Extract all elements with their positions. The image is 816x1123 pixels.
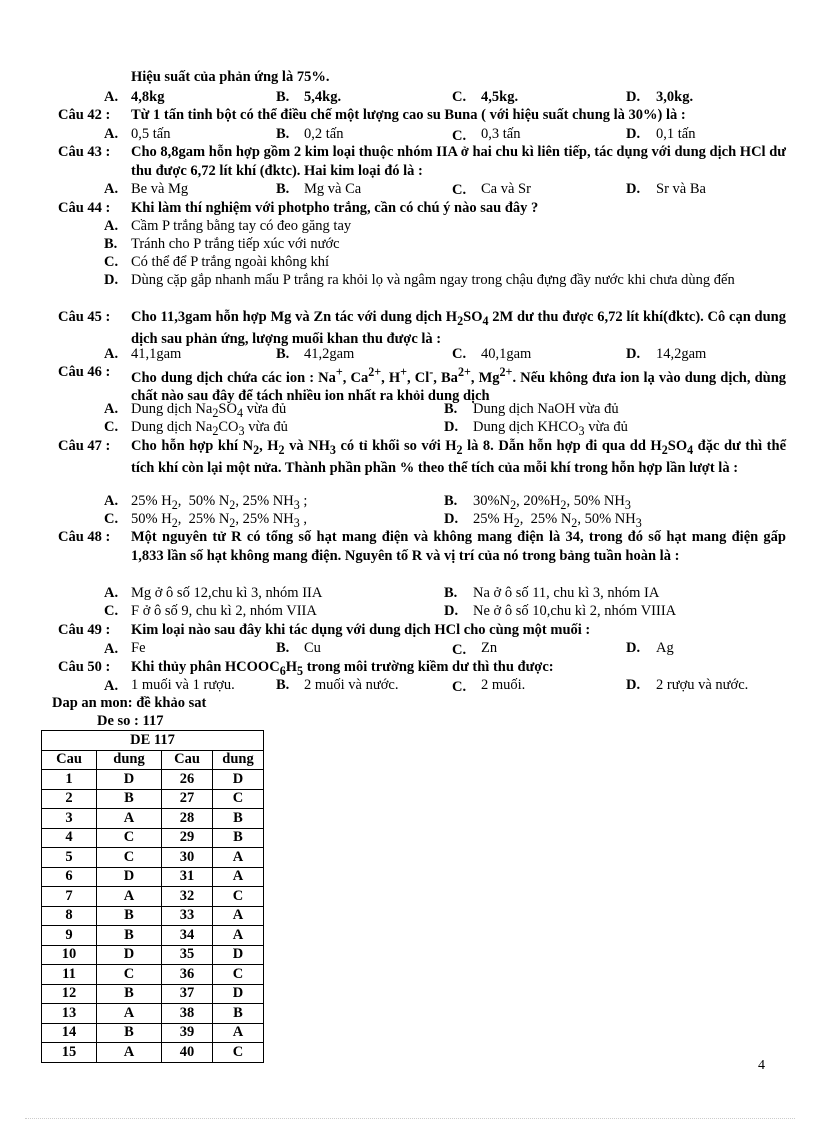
option-text: $30\%N_2$, $20\%H_2$, 50% $NH_3$: [473, 493, 631, 512]
table-cell: A: [213, 848, 264, 868]
option-letter: C.: [104, 254, 119, 270]
option-text: Sr và Ba: [656, 181, 706, 197]
table-cell: 9: [42, 926, 97, 946]
table-row: [42, 906, 264, 926]
option-text: Zn: [481, 640, 498, 656]
option-text: Ca và Sr: [481, 181, 531, 197]
option-text: Cu: [304, 640, 321, 656]
table-row: [42, 1004, 264, 1024]
option-text: Mg ở ô số 12,chu kì 3, nhóm IIA: [131, 585, 323, 601]
option-letter: C.: [104, 419, 119, 435]
table-cell: C: [213, 887, 264, 907]
option-letter: D.: [626, 346, 641, 362]
question-label: Câu 42 :: [58, 107, 111, 123]
option-text: Có thể để P trắng ngoài không khí: [131, 254, 330, 270]
table-cell: 10: [42, 945, 97, 965]
table-cell: 28: [162, 809, 213, 829]
option-text: 2 rượu và nước.: [656, 677, 749, 693]
table-row: [42, 887, 264, 907]
table-cell: 32: [162, 887, 213, 907]
option-text: 0,3 tấn: [481, 126, 521, 142]
option-letter: A.: [104, 126, 119, 142]
question-label: Câu 44 :: [58, 200, 111, 216]
column-header: Cau: [162, 750, 213, 770]
table-cell: B: [213, 809, 264, 829]
question-label: Câu 49 :: [58, 622, 111, 638]
option-letter: C.: [452, 89, 467, 105]
table-cell: 8: [42, 906, 97, 926]
option-text: Be và Mg: [131, 181, 189, 197]
column-header: dung: [213, 750, 264, 770]
table-cell: A: [97, 887, 162, 907]
option-text: 2 muối và nước.: [304, 677, 399, 693]
question-text: Cho 11,3gam hỗn hợp Mg và Zn tác với dung dịch $H_2SO_4$ 2M dư thu được 6,72 lít khí(đktc). Cô cạn dung dịch sau phản ứng, lượng muối khan thu được là :: [131, 309, 786, 348]
table-cell: 3: [42, 809, 97, 829]
table-cell: B: [97, 789, 162, 809]
question-label: Câu 43 :: [58, 144, 111, 160]
table-cell: 2: [42, 789, 97, 809]
option-letter: A.: [104, 346, 119, 362]
option-text: Dùng cặp gắp nhanh mẩu P trắng ra khỏi lọ và ngâm ngay trong chậu đựng đầy nước khi chưa dùng đến: [131, 272, 735, 288]
option-letter: C.: [104, 511, 119, 527]
option-letter: B.: [444, 585, 458, 601]
table-cell: 4: [42, 828, 97, 848]
table-cell: 12: [42, 984, 97, 1004]
table-cell: A: [97, 1004, 162, 1024]
table-cell: 31: [162, 867, 213, 887]
table-cell: C: [97, 965, 162, 985]
option-text: Tránh cho P trắng tiếp xúc với nước: [131, 236, 340, 252]
option-text: 25% $H_2$, 50% $N_2$, 25% $NH_3$ ;: [131, 493, 308, 512]
question-text: Một nguyên tử R có tổng số hạt mang điện và không mang điện là 34, trong đó số hạt mang điện gấp 1,833 lần số hạt không mang điện. Nguyên tố R và vị trí của nó trong bảng tuần hoàn là :: [131, 529, 786, 564]
table-cell: 5: [42, 848, 97, 868]
question-label: Câu 48 :: [58, 529, 111, 545]
table-cell: 26: [162, 770, 213, 790]
table-cell: B: [97, 984, 162, 1004]
table-cell: 13: [42, 1004, 97, 1024]
table-cell: 33: [162, 906, 213, 926]
q41-option-a: 4,8kg: [131, 89, 165, 105]
table-cell: A: [213, 867, 264, 887]
option-text: F ở ô số 9, chu kì 2, nhóm VIIA: [131, 603, 317, 619]
table-cell: A: [97, 809, 162, 829]
option-letter: D.: [444, 419, 459, 435]
column-header: dung: [97, 750, 162, 770]
q41-option-c: 4,5kg.: [481, 89, 519, 105]
option-letter: A.: [104, 678, 119, 694]
table-cell: D: [213, 945, 264, 965]
table-cell: A: [213, 926, 264, 946]
answer-title: Dap an mon: đề khảo sat: [52, 695, 207, 711]
option-letter: C.: [452, 642, 467, 658]
option-letter: D.: [444, 603, 459, 619]
question-label: Câu 46 :: [58, 364, 111, 380]
table-cell: 34: [162, 926, 213, 946]
q41-option-d: 3,0kg.: [656, 89, 694, 105]
q41-option-b: 5,4kg.: [304, 89, 342, 105]
option-text: Dung dịch $KHCO_3$ vừa đủ: [473, 419, 628, 438]
table-cell: 36: [162, 965, 213, 985]
option-letter: A.: [104, 493, 119, 509]
question-text: Cho hỗn hợp khí $N_2$, $H_2$ và $NH_3$ có tỉ khối so với $H_2$ là 8. Dẫn hỗn hợp đi qua dd $H_2SO_4$ đặc dư thì thể tích khí còn lại một nửa. Thành phần phần % theo thể tích của mỗi khí trong hỗn hợp lần lượt là :: [131, 438, 787, 477]
table-cell: C: [97, 848, 162, 868]
option-text: 25% $H_2$, 25% $N_2$, 50% $NH_3$: [473, 511, 642, 530]
table-cell: D: [97, 945, 162, 965]
table-row: [42, 867, 264, 887]
option-text: 0,5 tấn: [131, 126, 171, 142]
table-header-row: [42, 750, 264, 770]
option-letter: D.: [104, 272, 119, 288]
table-title: DE 117: [42, 731, 264, 751]
table-cell: B: [97, 1023, 162, 1043]
table-cell: D: [213, 984, 264, 1004]
option-letter: A.: [104, 89, 119, 105]
option-text: Ne ở ô số 10,chu kì 2, nhóm VIIIA: [473, 603, 677, 619]
table-cell: B: [97, 906, 162, 926]
option-letter: A.: [104, 181, 119, 197]
option-letter: A.: [104, 641, 119, 657]
table-row: [42, 848, 264, 868]
table-cell: 14: [42, 1023, 97, 1043]
table-cell: 38: [162, 1004, 213, 1024]
option-text: Ag: [656, 640, 674, 656]
option-text: 41,2gam: [304, 346, 355, 362]
table-row: [42, 984, 264, 1004]
table-row: [42, 945, 264, 965]
table-cell: B: [213, 828, 264, 848]
option-text: 0,2 tấn: [304, 126, 344, 142]
option-letter: D.: [626, 181, 641, 197]
question-label: Câu 50 :: [58, 659, 111, 675]
table-cell: 1: [42, 770, 97, 790]
intro-line: Hiệu suất của phản ứng là 75%.: [131, 69, 330, 85]
option-text: 2 muối.: [481, 677, 526, 693]
option-text: Dung dịch $Na_2SO_4$ vừa đủ: [131, 401, 287, 420]
table-row: [42, 828, 264, 848]
option-letter: C.: [452, 128, 467, 144]
table-cell: 40: [162, 1043, 213, 1063]
table-row: [42, 809, 264, 829]
table-row: [42, 789, 264, 809]
exam-code: De so : 117: [97, 713, 164, 729]
table-cell: 39: [162, 1023, 213, 1043]
option-letter: A.: [104, 218, 119, 234]
option-text: Na ở ô số 11, chu kì 3, nhóm IA: [473, 585, 660, 601]
option-letter: A.: [104, 585, 119, 601]
page-bottom-border: [25, 1118, 795, 1119]
option-text: 1 muối và 1 rượu.: [131, 677, 235, 693]
option-letter: C.: [104, 603, 119, 619]
table-cell: 11: [42, 965, 97, 985]
question-text: Từ 1 tấn tinh bột có thể điều chế một lượng cao su Buna ( với hiệu suất chung là 30%) là :: [131, 107, 686, 123]
option-letter: D.: [626, 677, 641, 693]
table-cell: D: [97, 770, 162, 790]
option-letter: D.: [626, 89, 641, 105]
page-number: 4: [758, 1058, 765, 1073]
table-cell: A: [213, 906, 264, 926]
table-cell: 35: [162, 945, 213, 965]
table-cell: 15: [42, 1043, 97, 1063]
option-letter: B.: [276, 89, 290, 105]
option-letter: A.: [104, 401, 119, 417]
table-row: [42, 770, 264, 790]
option-text: Mg và Ca: [304, 181, 362, 197]
option-letter: B.: [444, 401, 458, 417]
option-text: 40,1gam: [481, 346, 532, 362]
option-letter: B.: [104, 236, 118, 252]
option-letter: D.: [444, 511, 459, 527]
option-text: 41,1gam: [131, 346, 182, 362]
table-cell: A: [213, 1023, 264, 1043]
question-text: Cho dung dịch chứa các ion : Na+, $Ca^{2+}$, H+, Cl-, $Ba^{2+}$, $Mg^{2+}$. Nếu không đưa ion lạ vào dung dịch, dùng chất nào sau đây để tách nhiều ion nhất ra khỏi dung dịch: [131, 365, 787, 405]
option-text: 0,1 tấn: [656, 126, 696, 142]
option-letter: B.: [276, 677, 290, 693]
table-cell: B: [213, 1004, 264, 1024]
table-row: [42, 1043, 264, 1063]
option-letter: D.: [626, 640, 641, 656]
question-label: Câu 47 :: [58, 438, 111, 454]
table-title-row: [42, 731, 264, 751]
option-text: Cầm P trắng bằng tay có đeo găng tay: [131, 218, 352, 234]
option-text: 50% $H_2$, 25% $N_2$, 25% $NH_3$ ,: [131, 511, 308, 530]
option-letter: B.: [276, 181, 290, 197]
option-letter: C.: [452, 679, 467, 695]
question-text: Kim loại nào sau đây khi tác dụng với dung dịch HCl cho cùng một muối :: [131, 622, 591, 638]
option-letter: B.: [276, 640, 290, 656]
table-cell: D: [97, 867, 162, 887]
option-letter: D.: [626, 126, 641, 142]
question-text: Khi thủy phân $HCOOC_6H_5$ trong môi trường kiềm dư thì thu được:: [131, 659, 554, 678]
table-cell: D: [213, 770, 264, 790]
answer-table: [41, 730, 264, 1063]
table-cell: 30: [162, 848, 213, 868]
question-label: Câu 45 :: [58, 309, 111, 325]
column-header: Cau: [42, 750, 97, 770]
option-text: Dung dịch $Na_2CO_3$ vừa đủ: [131, 419, 288, 438]
option-letter: B.: [444, 493, 458, 509]
option-letter: C.: [452, 182, 467, 198]
table-cell: C: [213, 965, 264, 985]
table-cell: C: [213, 1043, 264, 1063]
table-row: [42, 1023, 264, 1043]
option-text: 14,2gam: [656, 346, 707, 362]
table-cell: 29: [162, 828, 213, 848]
table-cell: 27: [162, 789, 213, 809]
table-cell: 37: [162, 984, 213, 1004]
table-cell: A: [97, 1043, 162, 1063]
table-row: [42, 965, 264, 985]
table-cell: B: [97, 926, 162, 946]
option-letter: B.: [276, 346, 290, 362]
table-cell: C: [213, 789, 264, 809]
option-letter: C.: [452, 346, 467, 362]
table-cell: 7: [42, 887, 97, 907]
question-text: Khi làm thí nghiệm với photpho trắng, cần có chú ý nào sau đây ?: [131, 200, 539, 216]
table-body: [42, 770, 264, 1063]
table-row: [42, 926, 264, 946]
table-cell: C: [97, 828, 162, 848]
table-cell: 6: [42, 867, 97, 887]
option-letter: B.: [276, 126, 290, 142]
option-text: Fe: [131, 640, 146, 656]
question-text: Cho 8,8gam hỗn hợp gồm 2 kim loại thuộc nhóm IIA ở hai chu kì liên tiếp, tác dụng với dung dịch HCl dư thu được 6,72 lít khí (đktc). Hai kim loại đó là :: [131, 144, 786, 179]
option-text: Dung dịch NaOH vừa đủ: [473, 401, 619, 417]
